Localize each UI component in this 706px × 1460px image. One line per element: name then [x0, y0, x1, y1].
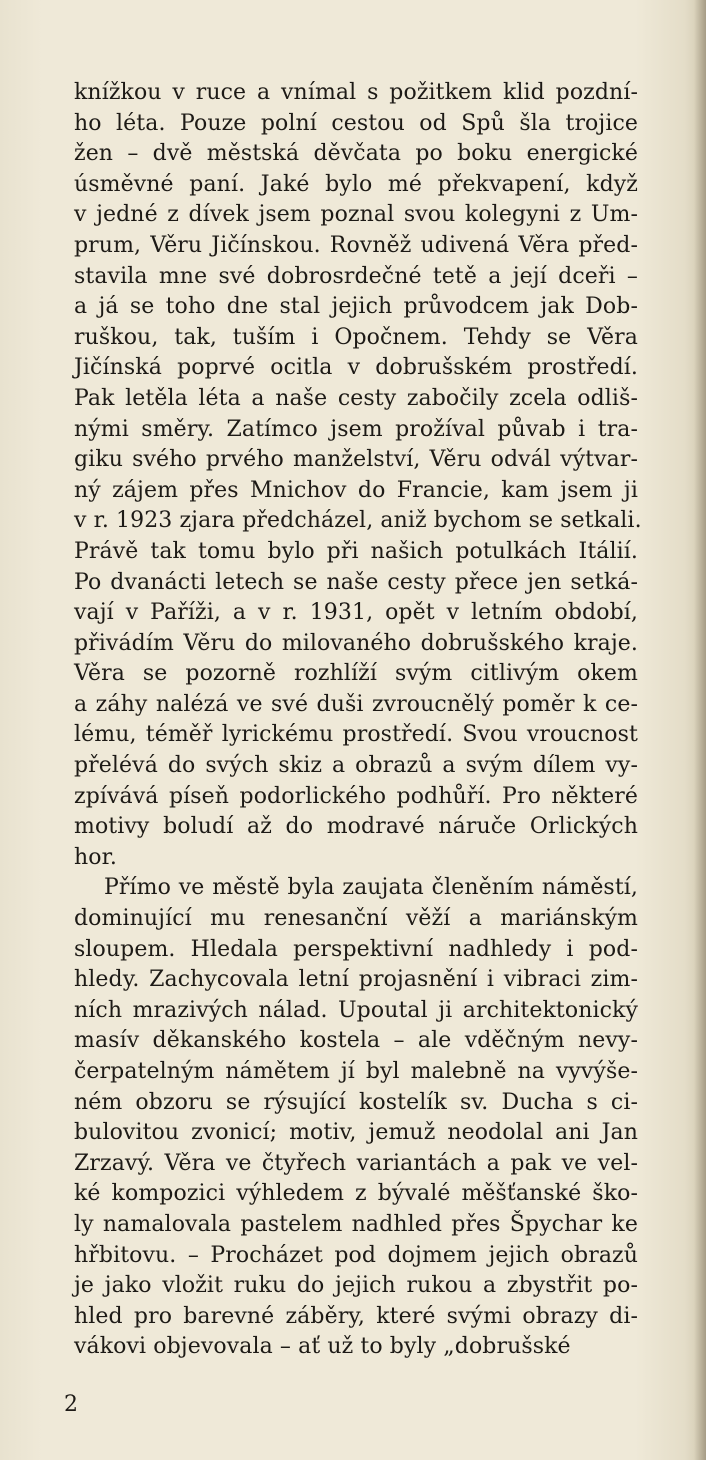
text-line: zpívává píseň podorlického podhůří. Pro některé — [74, 783, 638, 809]
text-line: lému, téměř lyrickému prostředí. Svou vroucnost — [74, 722, 638, 748]
text-line: v jedné z dívek jsem poznal svou kolegyni z Um- — [74, 202, 638, 228]
text-line: giku svého prvého manželství, Věru odvál výtvar- — [74, 447, 638, 473]
text-line: přelévá do svých skiz a obrazů a svým dílem vy- — [74, 753, 638, 779]
text-line: vákovi objevovala – ať už to byly „dobrušské — [74, 1334, 571, 1360]
text-line: bulovitou zvonicí; motiv, jemuž neodolal ani Jan — [74, 1120, 638, 1146]
text-line: nými směry. Zatímco jsem prožíval půvab i tra- — [74, 416, 638, 442]
text-line: hled pro barevné záběry, které svými obrazy di- — [74, 1303, 638, 1329]
page-edge-shadow — [694, 0, 706, 1460]
text-line: ních mrazivých nálad. Upoutal ji architektonický — [74, 997, 638, 1023]
text-line: Pak letěla léta a naše cesty zabočily zcela odliš- — [74, 385, 638, 411]
text-line: motivy boludí až do modravé náruče Orlických — [74, 814, 638, 840]
paragraph-1 — [74, 78, 642, 873]
text-line: stavila mne své dobrosrdečné tetě a její dceři – — [74, 263, 638, 289]
body-text — [74, 78, 642, 1363]
text-line: ho léta. Pouze polní cestou od Spů šla trojice — [74, 110, 638, 136]
text-line: hledy. Zachycovala letní projasnění i vibraci zim- — [74, 967, 638, 993]
text-line: ném obzoru se rýsující kostelík sv. Ducha s ci- — [74, 1089, 638, 1115]
text-line: ný zájem přes Mnichov do Francie, kam jsem ji — [74, 477, 638, 503]
text-line: hřbitovu. – Procházet pod dojmem jejich obrazů — [74, 1242, 638, 1268]
text-line: dominující mu renesanční věží a mariánským — [74, 906, 638, 932]
text-line: a já se toho dne stal jejich průvodcem jak Dob- — [74, 294, 638, 320]
text-line: hor. — [74, 844, 117, 870]
text-line: ké kompozici výhledem z bývalé měšťanské ško- — [74, 1181, 638, 1207]
text-line: prum, Věru Jičínskou. Rovněž udivená Věra před- — [74, 232, 638, 258]
text-line: Přímo ve městě byla zaujata členěním náměstí, — [104, 875, 638, 901]
page-number: 2 — [64, 1392, 78, 1417]
text-line: je jako vložit ruku do jejich rukou a zbystřit po- — [74, 1273, 638, 1299]
paragraph-2 — [74, 873, 638, 1363]
text-line: Po dvanácti letech se naše cesty přece jen setká- — [74, 569, 638, 595]
text-line: Právě tak tomu bylo při našich potulkách Itálií. — [74, 538, 638, 564]
text-line: přivádím Věru do milovaného dobrušského kraje. — [74, 630, 638, 656]
text-line: a záhy nalézá ve své duši zvroucnělý poměr k ce- — [74, 691, 638, 717]
text-line: Jičínská poprvé ocitla v dobrušském prostředí. — [74, 355, 638, 381]
text-line: ly namalovala pastelem nadhled přes Špychar ke — [74, 1211, 638, 1237]
text-line: sloupem. Hledala perspektivní nadhledy i pod- — [74, 936, 638, 962]
text-line: knížkou v ruce a vnímal s požitkem klid pozdní- — [74, 80, 638, 105]
text-line: Věra se pozorně rozhlíží svým citlivým okem — [74, 661, 638, 687]
text-line: vají v Paříži, a v r. 1931, opět v letním období, — [74, 600, 638, 626]
text-line: čerpatelným námětem jí byl malebně na vyvýše- — [74, 1059, 638, 1084]
text-line: úsměvné paní. Jaké bylo mé překvapení, když — [74, 171, 638, 197]
text-line: v r. 1923 zjara předcházel, aniž bychom se setkali. — [74, 508, 642, 534]
text-line: Zrzavý. Věra ve čtyřech variantách a pak ve vel- — [74, 1150, 638, 1176]
text-line: žen – dvě městská děvčata po boku energické — [74, 141, 638, 167]
text-line: masív děkanského kostela – ale vděčným nevy- — [74, 1028, 638, 1054]
text-line: ruškou, tak, tuším i Opočnem. Tehdy se Věra — [74, 324, 638, 350]
